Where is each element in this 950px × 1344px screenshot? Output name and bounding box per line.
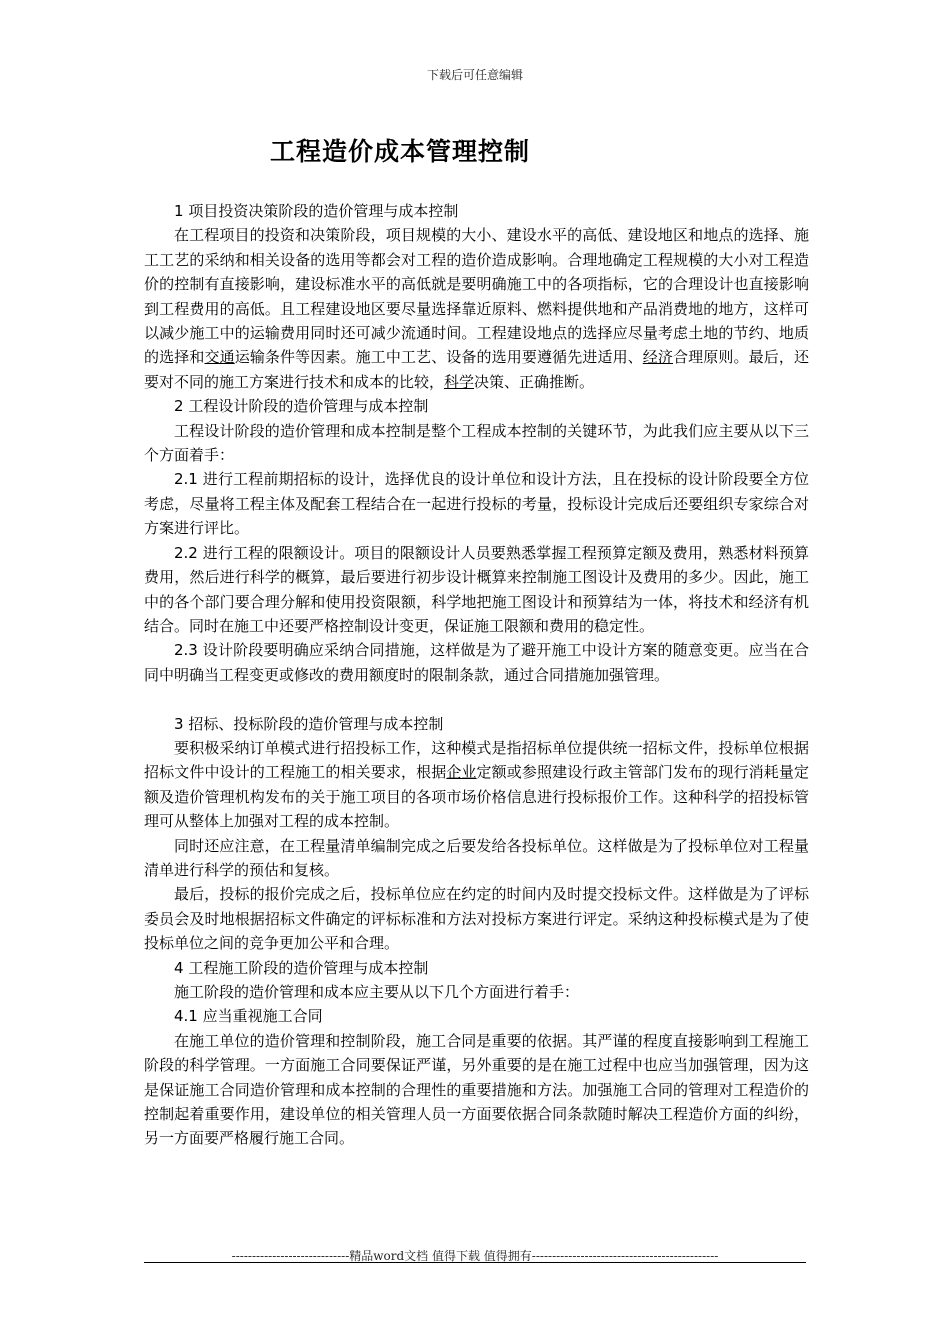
subsection-number: 2.3 [174, 641, 198, 660]
subsection-number: 2.2 [174, 543, 198, 562]
section-2-3-paragraph [144, 638, 809, 687]
section-1-paragraph [144, 223, 809, 394]
subsection-number: 4.1 [174, 1007, 198, 1026]
document-body [144, 199, 809, 1151]
section-2-heading [144, 394, 809, 418]
section-2-2-paragraph [144, 541, 809, 639]
text-run: 设计阶段要明确应采纳合同措施，这样做是为了避开施工中设计方案的随意变更。应当在合同中明确当工程变更或修改的费用额度时的限制条款，通过合同措施加强管理。 [144, 641, 809, 684]
text-run: 在工程项目的投资和决策阶段，项目规模的大小、建设水平的高低、建设地区和地点的选择、施工工艺的采纳和相关设备的选用等都会对工程的造价造成影响。合理地确定工程规模的大小对工程造价的控制有直接影响，建设标准水平的高低就是要明确施工中的各项指标，它的合理设计也直接影响到工程费用的高低。且工程建设地区要尽量选择靠近原料、燃料提供地和产品消费地的地方，这样可以减少施工中的运输费用同时还可减少流通时间。工程建设地点的选择应尽量考虑土地的节约、地质的选择和 [144, 226, 809, 367]
link-enterprise[interactable]: 企业 [446, 763, 477, 782]
heading-text: 应当重视施工合同 [197, 1007, 323, 1026]
text-run: 合理原则。最后，还要对不同的施工方案进行技术和成本的比较， [144, 348, 809, 391]
section-4-intro: 施工阶段的造价管理和成本应主要从以下几个方面进行着手： [174, 982, 580, 1001]
blank-line [144, 687, 809, 711]
subsection-number: 2.1 [174, 470, 198, 489]
text-run: 运输条件等因素。施工中工艺、设备的选用要遵循先进适用、 [234, 348, 643, 367]
page-footer: -----------------------------精品word文档 值得下载 值得拥有---------------------------------------------- [231, 1249, 719, 1263]
text-run: 决策、正确推断。 [474, 372, 595, 391]
text-run: 进行工程的限额设计。项目的限额设计人员要熟悉掌握工程预算定额及费用，熟悉材料预算费用，然后进行科学的概算，最后要进行初步设计概算来控制施工图设计及费用的多少。因此，施工中的各个部门要合理分解和使用投资限额，科学地把施工图设计和预算结为一体，将技术和经济有机结合。同时在施工中还要严格控制设计变更，保证施工限额和费用的稳定性。 [144, 543, 809, 635]
section-2-1-paragraph [144, 467, 809, 540]
section-3-paragraph-3: 最后，投标的报价完成之后，投标单位应在约定的时间内及时提交投标文件。这样做是为了评标委员会及时地根据招标文件确定的评标标准和方法对投标方案进行评定。采纳这种投标模式是为了使投标单位之间的竞争更加公平和合理。 [144, 885, 809, 953]
section-3-heading [144, 712, 809, 736]
section-1-heading [144, 199, 809, 223]
link-traffic[interactable]: 交通 [204, 348, 235, 367]
section-number: 2 [174, 397, 184, 416]
section-4-heading [144, 956, 809, 980]
section-3-paragraph-1 [144, 736, 809, 834]
page-header: 下载后可任意编辑 [426, 68, 523, 82]
heading-text: 工程施工阶段的造价管理与成本控制 [183, 958, 429, 977]
document-title: 工程造价成本管理控制 [270, 137, 531, 166]
section-number: 4 [174, 958, 184, 977]
text-run: 进行工程前期招标的设计，选择优良的设计单位和设计方法，且在投标的设计阶段要全方位考虑，尽量将工程主体及配套工程结合在一起进行投标的考量，投标设计完成后还要组织专家综合对方案进行评比。 [144, 470, 809, 538]
section-number: 3 [174, 714, 184, 733]
section-4-1-heading [144, 1004, 809, 1028]
section-3-paragraph-2: 同时还应注意，在工程量清单编制完成之后要发给各投标单位。这样做是为了投标单位对工程量清单进行科学的预估和复核。 [144, 836, 809, 879]
heading-text: 招标、投标阶段的造价管理与成本控制 [183, 714, 444, 733]
text-run: 定额或参照建设行政主管部门发布的现行消耗量定额及造价管理机构发布的关于施工项目的各项市场价格信息进行投标报价工作。这种科学的招投标管理可从整体上加强对工程的成本控制。 [144, 763, 809, 831]
footer-divider [144, 1262, 806, 1263]
link-science[interactable]: 科学 [444, 372, 475, 391]
text-run: 要积极采纳订单模式进行招投标工作，这种模式是指招标单位提供统一招标文件，投标单位根据招标文件中设计的工程施工的相关要求，根据 [144, 738, 809, 782]
heading-text: 工程设计阶段的造价管理与成本控制 [183, 397, 429, 416]
section-4-1-paragraph: 在施工单位的造价管理和控制阶段，施工合同是重要的依据。其严谨的程度直接影响到工程施工阶段的科学管理。一方面施工合同要保证严谨，另外重要的是在施工过程中也应当加强管理，因为这是保证施工合同造价管理和成本控制的合理性的重要措施和方法。加强施工合同的管理对工程造价的控制起着重要作用，建设单位的相关管理人员一方面要依据合同条款随时解决工程造价方面的纠纷，另一方面要严格履行施工合同。 [144, 1031, 809, 1148]
heading-text: 项目投资决策阶段的造价管理与成本控制 [183, 202, 459, 220]
section-number: 1 [174, 202, 184, 220]
section-2-intro: 工程设计阶段的造价管理和成本控制是整个工程成本控制的关键环节，为此我们应主要从以下三个方面着手： [144, 421, 809, 465]
link-economy[interactable]: 经济 [642, 348, 674, 367]
